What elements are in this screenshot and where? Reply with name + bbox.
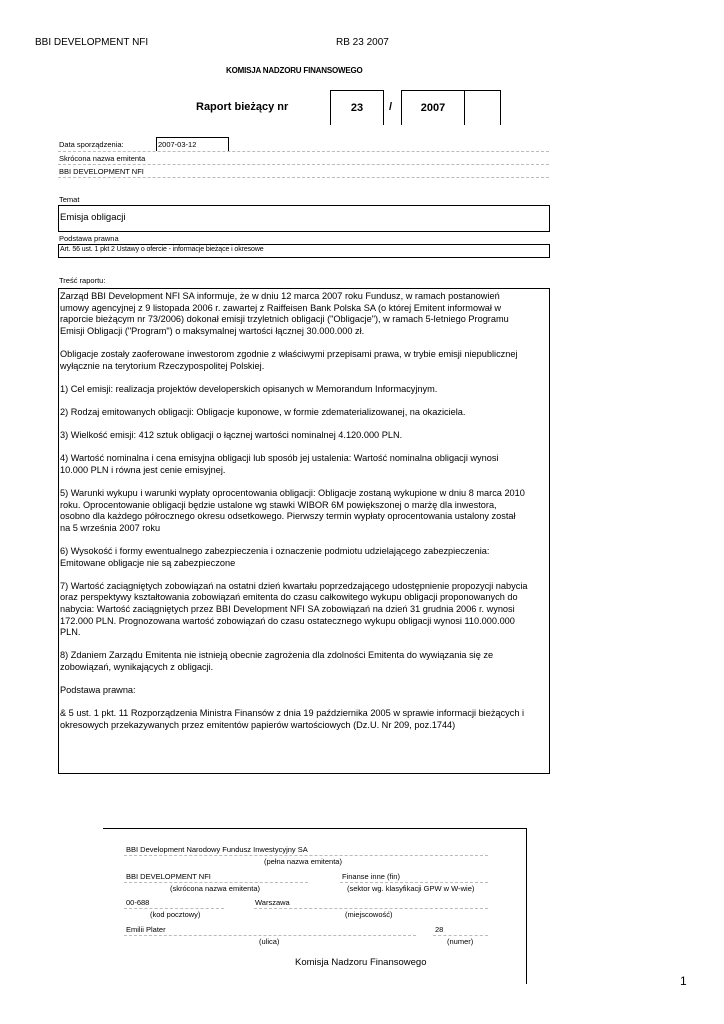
content-paragraph: 8) Zdaniem Zarządu Emitenta nie istnieją obecnie zagrożenia dla zdolności Emitenta do wywiązania się ze zobowiązań, wynikających z obligacji. xyxy=(60,650,494,672)
page-header-center: RB 23 2007 xyxy=(336,37,389,48)
legal-basis-value: Art. 56 ust. 1 pkt 2 Ustawy o ofercie - informacje bieżące i okresowe xyxy=(60,246,264,253)
divider xyxy=(433,935,488,936)
page-header-left: BBI DEVELOPMENT NFI xyxy=(35,37,149,48)
divider xyxy=(254,908,488,909)
legal-basis-label: Podstawa prawna xyxy=(59,234,119,243)
issuer-top-rule xyxy=(103,828,526,829)
issuer-house-number: 28 xyxy=(435,925,444,934)
content-paragraph: 6) Wysokość i formy ewentualnego zabezpieczenia i oznaczenie podmiotu udzielającego zabezpieczenia: Emitowane obligacje nie są zabezpieczone xyxy=(60,546,490,568)
content-label: Treść raportu: xyxy=(59,276,106,285)
issuer-short-name: BBI DEVELOPMENT NFI xyxy=(126,872,211,881)
divider xyxy=(124,855,488,856)
topic-box xyxy=(58,205,550,232)
short-name-label: Skrócona nazwa emitenta xyxy=(59,154,146,163)
issuer-city: Warszawa xyxy=(255,898,290,907)
divider xyxy=(124,908,224,909)
content-paragraph: 2) Rodzaj emitowanych obligacji: Obligacje kuponowe, w formie zdematerializowanej, na okaziciela. xyxy=(60,406,466,417)
content-paragraph: 1) Cel emisji: realizacja projektów developerskich opisanych w Memorandum Informacyjnym. xyxy=(60,383,438,394)
divider xyxy=(124,882,308,883)
divider xyxy=(124,935,416,936)
issuer-full-name-caption: (pełna nazwa emitenta) xyxy=(264,857,342,866)
issuer-postal-code: 00-688 xyxy=(126,898,150,907)
short-name-value: BBI DEVELOPMENT NFI xyxy=(59,167,144,176)
report-number-box xyxy=(330,90,384,125)
report-slash: / xyxy=(389,101,393,113)
content-paragraph: 5) Warunki wykupu i warunki wypłaty oprocentowania obligacji: Obligacje zostaną wykupione w dniu 8 marca 2010 roku. Oprocentowanie obligacji będzie ustalone wg stawki WIBOR 6M powiększonej o marżę dla inwestora, osobno dla każdego półrocznego okresu odsetkowego. Pierwszy termin wypłaty oprocentowania ustalony został na 5 września 2007 roku xyxy=(60,488,525,533)
content-paragraph: Zarząd BBI Development NFI SA informuje, że w dniu 12 marca 2007 roku Fundusz, w ramach postanowień umowy agencyjnej z 9 listopada 2006 r. zawartej z Raiffeisen Bank Polska SA (o której Emitent informował w raporcie bieżącym nr 73/2006) dokonał emisji trzyletnich obligacji ("Obligacje"), w ramach 5-letniego Programu Emisji Obligacji ("Program") o maksymalnej wartości łącznej 30.000.000 zł. xyxy=(60,291,509,336)
content-paragraph: 4) Wartość nominalna i cena emisyjna obligacji lub sposób jej ustalenia: Wartość nominalna obligacji wynosi 10.000 PLN i równa jest cenie emisyjnej. xyxy=(60,453,499,475)
issuer-sector-caption: (sektor wg. klasyfikacji GPW w W-wie) xyxy=(347,884,475,893)
issuer-street: Emilii Plater xyxy=(126,925,166,934)
content-paragraph: 3) Wielkość emisji: 412 sztuk obligacji o łącznej wartości nominalnej 4.120.000 PLN. xyxy=(60,430,403,441)
issuer-right-rule xyxy=(526,828,527,984)
issuer-street-caption: (ulica) xyxy=(259,937,280,946)
date-label: Data sporządzenia: xyxy=(59,140,124,149)
divider xyxy=(58,177,549,178)
divider xyxy=(340,882,488,883)
content-paragraph: 7) Wartość zaciągniętych zobowiązań na ostatni dzień kwartału poprzedzającego udostępnienie propozycji nabycia oraz perspektywy kształtowania zobowiązań emitenta do czasu całkowitego wykupu obligacji proponowanych do nabycia: Wartość zaciągniętych przez BBI Development NFI SA zobowiązań na dzień 31 grudnia 2006 r. wynosi 172.000 PLN. Prognozowana wartość zobowiązań do czasu ostatecznego wykupu obligacji wynosi 110.000.000 PLN. xyxy=(60,580,528,638)
issuer-sector: Finanse inne (fin) xyxy=(342,872,400,881)
topic-value: Emisja obligacji xyxy=(60,212,126,223)
content-text xyxy=(59,289,549,732)
divider xyxy=(58,164,549,165)
report-year-box xyxy=(401,90,465,125)
content-paragraph: Obligacje zostały zaoferowane inwestorom zgodnie z właściwymi przepisami prawa, w trybie emisji niepublicznej wyłącznie na terytorium Rzeczypospolitej Polskiej. xyxy=(60,348,518,371)
content-paragraph: & 5 ust. 1 pkt. 11 Rozporządzenia Ministra Finansów z dnia 19 października 2005 w sprawie informacji bieżących i okresowych przekazywanych przez emitentów papierów wartościowych (Dz.U. Nr 209, poz.1744) xyxy=(60,708,525,730)
report-year: 2007 xyxy=(420,102,446,114)
topic-label: Temat xyxy=(59,195,80,204)
divider xyxy=(58,151,549,152)
issuer-city-caption: (miejscowość) xyxy=(345,910,393,919)
report-title: Raport bieżący nr xyxy=(196,101,289,113)
legal-basis-box xyxy=(58,244,550,258)
issuer-full-name: BBI Development Narodowy Fundusz Inwestycyjny SA xyxy=(126,845,308,854)
content-paragraph: Podstawa prawna: xyxy=(60,685,136,696)
report-number: 23 xyxy=(350,102,364,114)
content-box xyxy=(58,288,550,774)
issuer-postal-code-caption: (kod pocztowy) xyxy=(150,910,201,919)
date-value: 2007-03-12 xyxy=(156,137,229,151)
issuer-house-number-caption: (numer) xyxy=(447,937,474,946)
report-extra-box xyxy=(463,90,501,125)
issuer-short-name-caption: (skrócona nazwa emitenta) xyxy=(170,884,261,893)
authority-heading: KOMISJA NADZORU FINANSOWEGO xyxy=(226,66,363,75)
page-number: 1 xyxy=(680,974,687,988)
footer-authority: Komisja Nadzoru Finansowego xyxy=(295,957,427,968)
